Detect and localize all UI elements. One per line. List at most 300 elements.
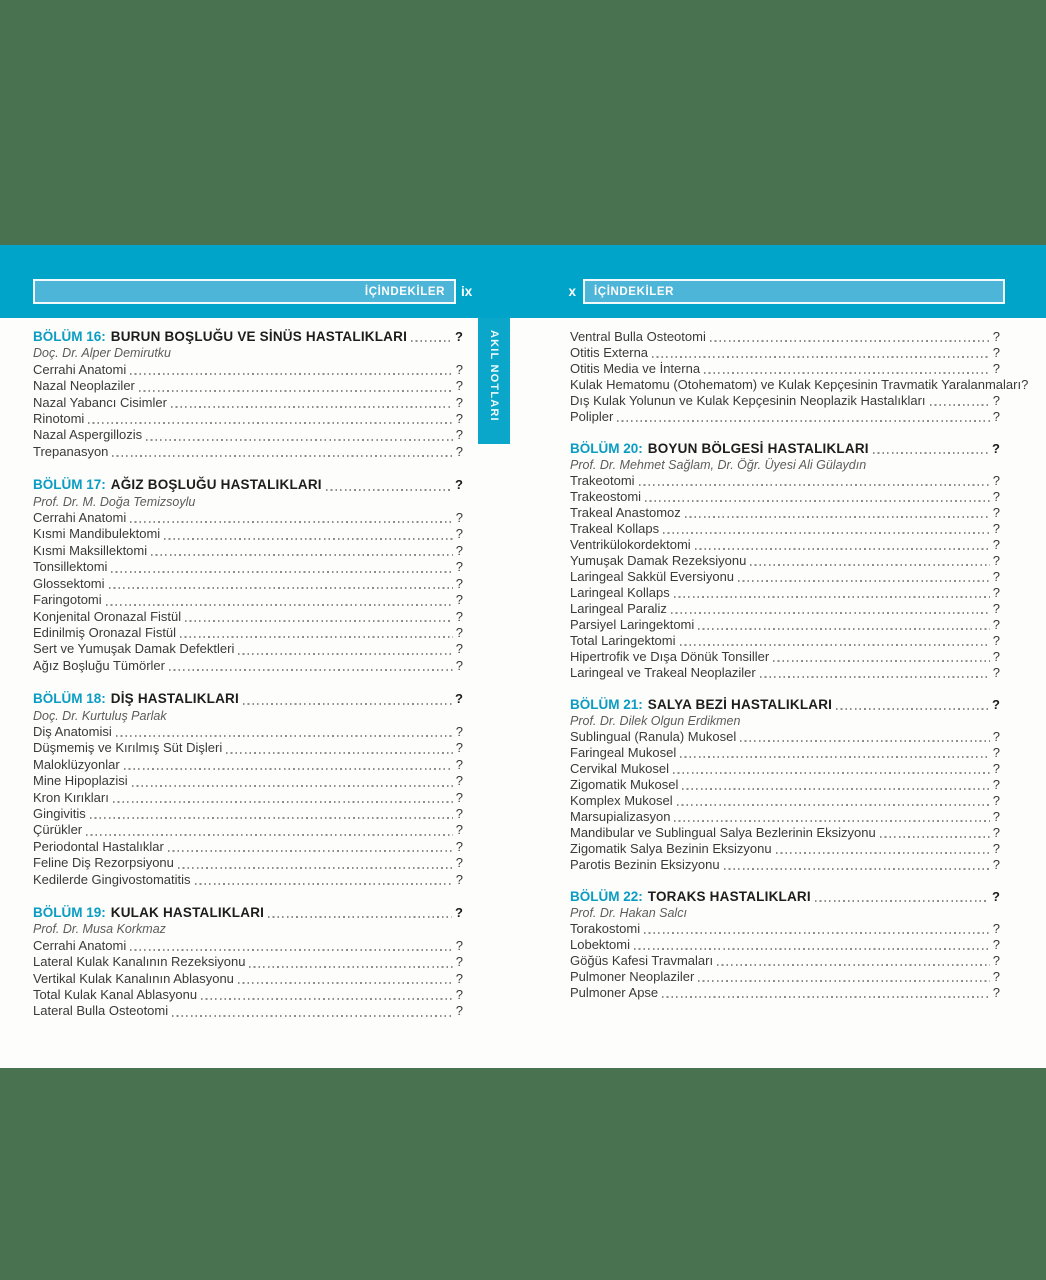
dotted-leader [226, 752, 453, 754]
chapter-title: DİŞ HASTALIKLARI [110, 691, 239, 707]
toc-entry [33, 362, 463, 378]
chapter-page-number: ? [455, 477, 463, 493]
entry-label: Nazal Neoplaziler [33, 378, 135, 394]
dotted-leader [673, 772, 990, 774]
dotted-leader [238, 653, 452, 655]
entry-label: Cerrahi Anatomi [33, 510, 127, 526]
entry-label: Maloklüzyonlar [33, 756, 120, 772]
toc-entry [33, 526, 463, 542]
toc-entry [570, 377, 1029, 393]
chapter-title: BURUN BOŞLUĞU VE SİNÜS HASTALIKLARI [110, 329, 408, 344]
dotted-leader [238, 982, 453, 984]
entry-page-number: ? [455, 394, 463, 410]
toc-entry [570, 729, 1000, 745]
toc-entry [33, 971, 463, 987]
dotted-leader [116, 735, 453, 737]
dotted-leader [168, 850, 453, 852]
dotted-leader [617, 420, 989, 422]
chapter-title: BOYUN BÖLGESİ HASTALIKLARI [647, 441, 869, 456]
dotted-leader [130, 949, 453, 951]
dotted-leader [698, 980, 989, 982]
entry-label: Edinilmiş Oronazal Fistül [33, 624, 177, 640]
chapter-page-number: ? [992, 889, 1000, 904]
toc-entry [570, 985, 1000, 1001]
entry-label: Mandibular ve Sublingual Salya Bezlerinin Eksizyonu [570, 825, 876, 840]
entry-page-number: ? [992, 489, 1000, 504]
entry-label: Rinotomi [33, 411, 85, 427]
entry-label: Trakeostomi [570, 489, 642, 504]
dotted-leader [639, 484, 990, 486]
entry-page-number: ? [992, 505, 1000, 520]
entry-label: Yumuşak Damak Rezeksiyonu [570, 553, 747, 568]
entry-page-number: ? [455, 542, 463, 558]
dotted-leader [710, 340, 990, 342]
dotted-leader [680, 756, 990, 758]
toc-entry [33, 938, 463, 954]
chapter-author: Prof. Dr. Dilek Olgun Erdikmen [570, 714, 741, 728]
toc-entry [570, 521, 1000, 537]
toc-entry [33, 378, 463, 394]
chapter-title: KULAK HASTALIKLARI [110, 905, 265, 920]
entry-page-number: ? [455, 411, 463, 427]
chapter-page-number: ? [455, 691, 463, 707]
entry-page-number: ? [992, 345, 1000, 360]
dotted-leader [634, 948, 990, 950]
entry-page-number: ? [455, 723, 463, 739]
entry-label: Ventral Bulla Osteotomi [570, 329, 706, 344]
entry-page-number: ? [455, 608, 463, 624]
left-toc-column [33, 318, 463, 1020]
chapter-heading [33, 905, 463, 921]
chapter-author: Prof. Dr. Mehmet Sağlam, Dr. Öğr. Üyesi Ali Gülaydın [570, 458, 867, 472]
dotted-leader [930, 404, 990, 406]
entry-label: Glossektomi [33, 575, 105, 591]
toc-entry [33, 822, 463, 838]
dotted-leader [88, 422, 452, 424]
entry-label: Parotis Bezinin Eksizyonu [570, 857, 720, 872]
entry-page-number: ? [992, 393, 1000, 408]
chapter-number: BÖLÜM 22: [570, 889, 643, 904]
toc-entry [33, 444, 463, 460]
entry-label: Zigomatik Mukosel [570, 777, 679, 792]
entry-label: Cerrahi Anatomi [33, 361, 127, 377]
entry-page-number: ? [455, 773, 463, 789]
entry-label: Hipertrofik ve Dışa Dönük Tonsiller [570, 649, 770, 664]
entry-label: Dış Kulak Yolunun ve Kulak Kepçesinin Neoplazik Hastalıkları [570, 393, 926, 408]
entry-label: Göğüs Kafesi Travmaları [570, 953, 714, 968]
entry-page-number: ? [455, 937, 463, 953]
toc-entry [33, 987, 463, 1003]
dotted-leader [411, 340, 452, 342]
left-header-title: İÇİNDEKİLER [364, 285, 445, 298]
dotted-leader [86, 834, 453, 836]
chapter-author: Doç. Dr. Alper Demirutku [33, 346, 171, 361]
entry-label: Sublingual (Ranula) Mukosel [570, 729, 737, 744]
entry-page-number: ? [992, 777, 1000, 792]
entry-label: Nazal Yabancı Cisimler [33, 394, 167, 410]
toc-entry [570, 409, 1000, 425]
dotted-leader [682, 788, 989, 790]
entry-page-number: ? [992, 649, 1000, 664]
entry-page-number: ? [455, 756, 463, 772]
dotted-leader [698, 628, 989, 630]
dotted-leader [836, 708, 989, 710]
toc-entry [570, 761, 1000, 777]
dotted-leader [662, 996, 990, 998]
entry-page-number: ? [992, 553, 1000, 568]
dotted-leader [776, 852, 990, 854]
left-page-number: ix [461, 284, 473, 299]
entry-page-number: ? [455, 592, 463, 608]
entry-page-number: ? [455, 361, 463, 377]
toc-entry [570, 841, 1000, 857]
dotted-leader [663, 532, 990, 534]
dotted-leader [172, 1015, 453, 1017]
entry-page-number: ? [992, 857, 1000, 872]
chapter-page-number: ? [992, 697, 1000, 712]
dotted-leader [243, 703, 452, 705]
chapter-page-number: ? [455, 329, 463, 344]
toc-entry [33, 1003, 463, 1019]
dotted-leader [146, 439, 453, 441]
toc-entry [570, 649, 1000, 665]
entry-page-number: ? [992, 953, 1000, 968]
dotted-leader [873, 452, 989, 454]
entry-page-number: ? [992, 985, 1000, 1000]
entry-label: Pulmoner Neoplaziler [570, 969, 695, 984]
entry-label: Laringeal Kollaps [570, 585, 670, 600]
toc-entry [33, 839, 463, 855]
entry-label: Faringotomi [33, 592, 102, 608]
chapter-author: Prof. Dr. Musa Korkmaz [33, 922, 166, 937]
chapter-title: AĞIZ BOŞLUĞU HASTALIKLARI [110, 477, 322, 493]
toc-entry [33, 855, 463, 871]
entry-label: Feline Diş Rezorpsiyonu [33, 855, 174, 871]
dotted-leader [645, 500, 990, 502]
toc-entry [570, 473, 1000, 489]
toc-entry [570, 745, 1000, 761]
entry-page-number: ? [455, 427, 463, 443]
entry-page-number: ? [992, 617, 1000, 632]
entry-label: Cerrahi Anatomi [33, 937, 127, 953]
dotted-leader [180, 636, 453, 638]
chapter-author: Doç. Dr. Kurtuluş Parlak [33, 708, 167, 723]
entry-label: Konjenital Oronazal Fistül [33, 608, 182, 624]
dotted-leader [704, 372, 990, 374]
entry-label: Torakostomi [570, 921, 641, 936]
toc-entry [33, 625, 463, 641]
entry-label: Nazal Aspergillozis [33, 427, 143, 443]
entry-page-number: ? [992, 921, 1000, 936]
toc-entry [570, 505, 1000, 521]
entry-page-number: ? [1021, 377, 1029, 392]
toc-entry [33, 411, 463, 427]
entry-label: Diş Anatomisi [33, 723, 112, 739]
dotted-leader [773, 660, 990, 662]
entry-label: Total Kulak Kanal Ablasyonu [33, 987, 198, 1003]
entry-page-number: ? [992, 793, 1000, 808]
dotted-leader [201, 998, 453, 1000]
entry-page-number: ? [455, 855, 463, 871]
entry-label: Kron Kırıkları [33, 789, 109, 805]
entry-label: Otitis Externa [570, 345, 649, 360]
entry-label: Polipler [570, 409, 614, 424]
dotted-leader [880, 836, 990, 838]
chapter-number: BÖLÜM 16: [33, 329, 106, 344]
toc-entry [570, 633, 1000, 649]
toc-entry [570, 329, 1000, 345]
right-toc-column [570, 318, 1029, 1001]
entry-label: Mine Hipoplazisi [33, 773, 128, 789]
chapter-title: SALYA BEZİ HASTALIKLARI [647, 697, 833, 712]
toc-entry [570, 553, 1000, 569]
dotted-leader [90, 817, 453, 819]
entry-label: Kısmi Mandibulektomi [33, 526, 161, 542]
chapter-heading [33, 691, 463, 707]
chapter-title: TORAKS HASTALIKLARI [647, 889, 811, 904]
toc-entry [570, 489, 1000, 505]
chapter-page-number: ? [992, 441, 1000, 456]
entry-label: Zigomatik Salya Bezinin Eksizyonu [570, 841, 772, 856]
entry-page-number: ? [992, 633, 1000, 648]
entry-page-number: ? [992, 329, 1000, 344]
left-page-header-banner [33, 279, 456, 304]
entry-label: Gingivitis [33, 805, 86, 821]
chapter-heading [570, 889, 1000, 905]
entry-page-number: ? [455, 575, 463, 591]
entry-page-number: ? [992, 585, 1000, 600]
chapter-author: Prof. Dr. Hakan Salcı [570, 906, 687, 920]
toc-entry [570, 969, 1000, 985]
entry-label: Marsupializasyon [570, 809, 671, 824]
side-tab-label: AKIL NOTLARI [488, 330, 500, 422]
chapter-heading [33, 329, 463, 345]
entry-label: Cervikal Mukosel [570, 761, 669, 776]
toc-entry [33, 559, 463, 575]
entry-label: Otitis Media ve İnterna [570, 361, 701, 376]
dotted-leader [130, 373, 453, 375]
toc-entry [570, 921, 1000, 937]
toc-entry [33, 543, 463, 559]
entry-label: Düşmemiş ve Kırılmış Süt Dişleri [33, 740, 223, 756]
entry-page-number: ? [455, 871, 463, 887]
dotted-leader [106, 604, 453, 606]
chapter-number: BÖLÜM 20: [570, 441, 643, 456]
entry-page-number: ? [992, 969, 1000, 984]
toc-entry [570, 665, 1000, 681]
entry-label: Vertikal Kulak Kanalının Ablasyonu [33, 970, 234, 986]
entry-label: Kulak Hematomu (Otohematom) ve Kulak Kepçesinin Travmatik Yaralanmaları [570, 377, 1022, 392]
toc-entry [570, 937, 1000, 953]
entry-label: Trakeal Anastomoz [570, 505, 681, 520]
entry-page-number: ? [992, 409, 1000, 424]
toc-entry [570, 569, 1000, 585]
entry-label: Ağız Boşluğu Tümörler [33, 657, 165, 673]
dotted-leader [185, 620, 453, 622]
entry-label: Lobektomi [570, 937, 630, 952]
entry-label: Pulmoner Apse [570, 985, 659, 1000]
chapter-heading [570, 697, 1000, 713]
dotted-leader [249, 966, 452, 968]
entry-page-number: ? [992, 537, 1000, 552]
entry-label: Laringeal Paraliz [570, 601, 667, 616]
right-page-header-banner [583, 279, 1005, 304]
dotted-leader [171, 406, 453, 408]
toc-entry [33, 609, 463, 625]
dotted-leader [760, 676, 990, 678]
toc-entry [570, 585, 1000, 601]
dotted-leader [113, 801, 453, 803]
toc-entry [570, 809, 1000, 825]
entry-page-number: ? [455, 657, 463, 673]
dotted-leader [111, 571, 452, 573]
toc-entry [33, 806, 463, 822]
dotted-leader [695, 548, 990, 550]
toc-entry [570, 601, 1000, 617]
entry-label: Ventrikülokordektomi [570, 537, 691, 552]
dotted-leader [652, 356, 990, 358]
entry-page-number: ? [455, 378, 463, 394]
entry-page-number: ? [992, 809, 1000, 824]
right-header-title: İÇİNDEKİLER [594, 285, 675, 298]
toc-entry [570, 953, 1000, 969]
dotted-leader [130, 521, 453, 523]
dotted-leader [738, 580, 990, 582]
dotted-leader [112, 455, 452, 457]
toc-entry [33, 740, 463, 756]
entry-label: Lateral Bulla Osteotomi [33, 1003, 169, 1019]
entry-page-number: ? [455, 641, 463, 657]
entry-page-number: ? [455, 954, 463, 970]
entry-page-number: ? [992, 521, 1000, 536]
entry-label: Trepanasyon [33, 443, 109, 459]
toc-entry [33, 872, 463, 888]
dotted-leader [750, 564, 989, 566]
dotted-leader [164, 538, 453, 540]
entry-label: Laringeal ve Trakeal Neoplaziler [570, 665, 756, 680]
toc-entry [570, 393, 1000, 409]
entry-label: Trakeal Kollaps [570, 521, 660, 536]
toc-entry [570, 537, 1000, 553]
toc-entry [33, 658, 463, 674]
entry-page-number: ? [992, 601, 1000, 616]
entry-page-number: ? [992, 361, 1000, 376]
entry-page-number: ? [455, 1003, 463, 1019]
dotted-leader [195, 883, 453, 885]
dotted-leader [124, 768, 453, 770]
entry-page-number: ? [992, 745, 1000, 760]
toc-entry [570, 345, 1000, 361]
dotted-leader [680, 644, 990, 646]
entry-page-number: ? [992, 841, 1000, 856]
dotted-leader [674, 820, 989, 822]
dotted-leader [151, 554, 453, 556]
entry-page-number: ? [992, 825, 1000, 840]
toc-entry [33, 773, 463, 789]
toc-entry [570, 361, 1000, 377]
entry-page-number: ? [992, 729, 1000, 744]
entry-page-number: ? [455, 624, 463, 640]
dotted-leader [644, 932, 990, 934]
entry-page-number: ? [455, 970, 463, 986]
toc-entry [33, 954, 463, 970]
entry-label: Periodontal Hastalıklar [33, 838, 164, 854]
toc-entry [33, 592, 463, 608]
entry-label: Tonsillektomi [33, 559, 108, 575]
entry-page-number: ? [992, 473, 1000, 488]
dotted-leader [717, 964, 990, 966]
toc-entry [33, 395, 463, 411]
toc-entry [33, 641, 463, 657]
chapter-number: BÖLÜM 21: [570, 697, 643, 712]
chapter-author: Prof. Dr. M. Doğa Temizsoylu [33, 494, 196, 509]
entry-label: Trakeotomi [570, 473, 635, 488]
right-page-number: x [568, 284, 576, 299]
dotted-leader [268, 916, 452, 918]
entry-page-number: ? [992, 665, 1000, 680]
entry-label: Total Laringektomi [570, 633, 676, 648]
entry-page-number: ? [455, 443, 463, 459]
dotted-leader [178, 867, 453, 869]
entry-label: Sert ve Yumuşak Damak Defektleri [33, 641, 235, 657]
toc-entry [570, 617, 1000, 633]
toc-entry [33, 724, 463, 740]
dotted-leader [139, 390, 453, 392]
toc-entry [33, 510, 463, 526]
dotted-leader [326, 489, 452, 491]
dotted-leader [724, 868, 990, 870]
entry-page-number: ? [455, 510, 463, 526]
entry-page-number: ? [992, 937, 1000, 952]
dotted-leader [740, 740, 990, 742]
dotted-leader [132, 785, 453, 787]
entry-page-number: ? [455, 805, 463, 821]
entry-page-number: ? [992, 761, 1000, 776]
entry-page-number: ? [455, 987, 463, 1003]
dotted-leader [674, 596, 990, 598]
entry-label: Laringeal Sakkül Eversiyonu [570, 569, 735, 584]
entry-label: Lateral Kulak Kanalının Rezeksiyonu [33, 954, 246, 970]
toc-entry [33, 757, 463, 773]
chapter-number: BÖLÜM 18: [33, 691, 106, 707]
entry-label: Parsiyel Laringektomi [570, 617, 695, 632]
dotted-leader [685, 516, 990, 518]
dotted-leader [169, 669, 453, 671]
toc-entry [33, 427, 463, 443]
toc-entry [570, 825, 1000, 841]
entry-label: Kedilerde Gingivostomatitis [33, 871, 191, 887]
entry-page-number: ? [455, 526, 463, 542]
chapter-heading [570, 441, 1000, 457]
dotted-leader [109, 587, 453, 589]
entry-label: Çürükler [33, 822, 83, 838]
entry-page-number: ? [455, 838, 463, 854]
toc-entry [570, 793, 1000, 809]
chapter-page-number: ? [455, 905, 463, 920]
entry-page-number: ? [455, 789, 463, 805]
chapter-number: BÖLÜM 17: [33, 477, 106, 493]
toc-entry [570, 777, 1000, 793]
toc-entry [570, 857, 1000, 873]
toc-entry [33, 790, 463, 806]
entry-label: Kısmi Maksillektomi [33, 542, 148, 558]
entry-label: Faringeal Mukosel [570, 745, 677, 760]
dotted-leader [677, 804, 990, 806]
entry-label: Komplex Mukosel [570, 793, 673, 808]
chapter-number: BÖLÜM 19: [33, 905, 106, 920]
dotted-leader [671, 612, 990, 614]
dotted-leader [815, 900, 989, 902]
